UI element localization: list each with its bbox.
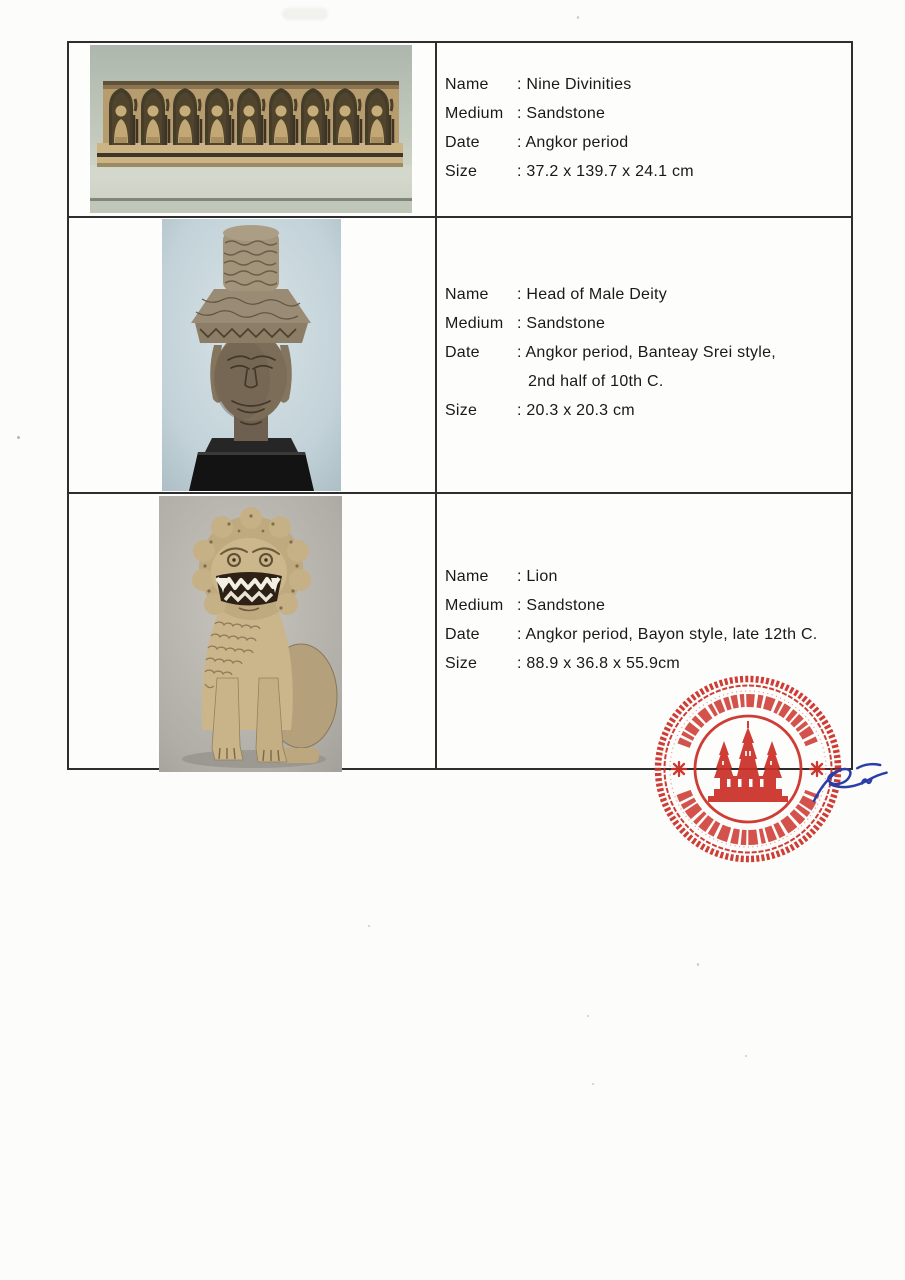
field-size: [445, 396, 853, 425]
artifact-info-2: [445, 280, 853, 425]
field-date: [445, 620, 853, 649]
field-label: Medium: [445, 105, 504, 122]
field-value: 2nd half of 10th C.: [528, 373, 664, 390]
table-column-divider: [435, 43, 437, 768]
scan-speck: [745, 1055, 747, 1057]
field-value: : 88.9 x 36.8 x 55.9cm: [517, 655, 680, 672]
field-value: : Angkor period, Banteay Srei style,: [517, 344, 776, 361]
field-medium: [445, 309, 853, 338]
field-value: : Angkor period: [517, 134, 629, 151]
table-row-divider: [69, 492, 851, 494]
angkor-wat-emblem-icon: [708, 721, 788, 802]
field-label: Medium: [445, 315, 504, 332]
field-size: [445, 157, 853, 186]
field-value: : 20.3 x 20.3 cm: [517, 402, 635, 419]
scan-speck: [587, 1015, 589, 1017]
artifact-table: [67, 41, 853, 770]
field-date: [445, 338, 853, 367]
field-label: Date: [445, 626, 480, 643]
field-date: [445, 128, 853, 157]
field-label: Name: [445, 568, 489, 585]
field-label: Date: [445, 134, 480, 151]
field-name: [445, 280, 853, 309]
field-label: Date: [445, 344, 480, 361]
scan-speck: [697, 963, 699, 966]
scan-speck: [368, 925, 370, 927]
field-label-spacer: [445, 367, 517, 396]
field-name: [445, 562, 853, 591]
scan-speck: [592, 1083, 594, 1085]
field-label: Size: [445, 402, 478, 419]
scan-speck: [17, 436, 20, 439]
scan-smudge: [282, 8, 328, 20]
field-label: Name: [445, 286, 489, 303]
field-value: : Nine Divinities: [517, 76, 632, 93]
field-value: : Lion: [517, 568, 558, 585]
field-value: : Angkor period, Bayon style, late 12th C.: [517, 626, 818, 643]
field-value: : 37.2 x 139.7 x 24.1 cm: [517, 163, 694, 180]
field-label: Size: [445, 163, 478, 180]
table-row-divider: [69, 216, 851, 218]
field-name: [445, 70, 853, 99]
field-label: Medium: [445, 597, 504, 614]
field-value: : Sandstone: [517, 597, 606, 614]
field-value: : Sandstone: [517, 315, 606, 332]
field-value: : Sandstone: [517, 105, 606, 122]
artifact-photo-lion: [159, 496, 342, 772]
field-value: : Head of Male Deity: [517, 286, 667, 303]
field-medium: [445, 591, 853, 620]
artifact-photo-head-of-male-deity: [162, 219, 341, 491]
field-label: Size: [445, 655, 478, 672]
artifact-info-3: [445, 562, 853, 678]
field-label: Name: [445, 76, 489, 93]
artifact-info-1: [445, 70, 853, 186]
artifact-photo-nine-divinities: [90, 45, 412, 213]
field-date-continuation: [445, 367, 853, 396]
scan-speck: [577, 16, 579, 19]
field-medium: [445, 99, 853, 128]
handwritten-signature: [809, 758, 895, 806]
